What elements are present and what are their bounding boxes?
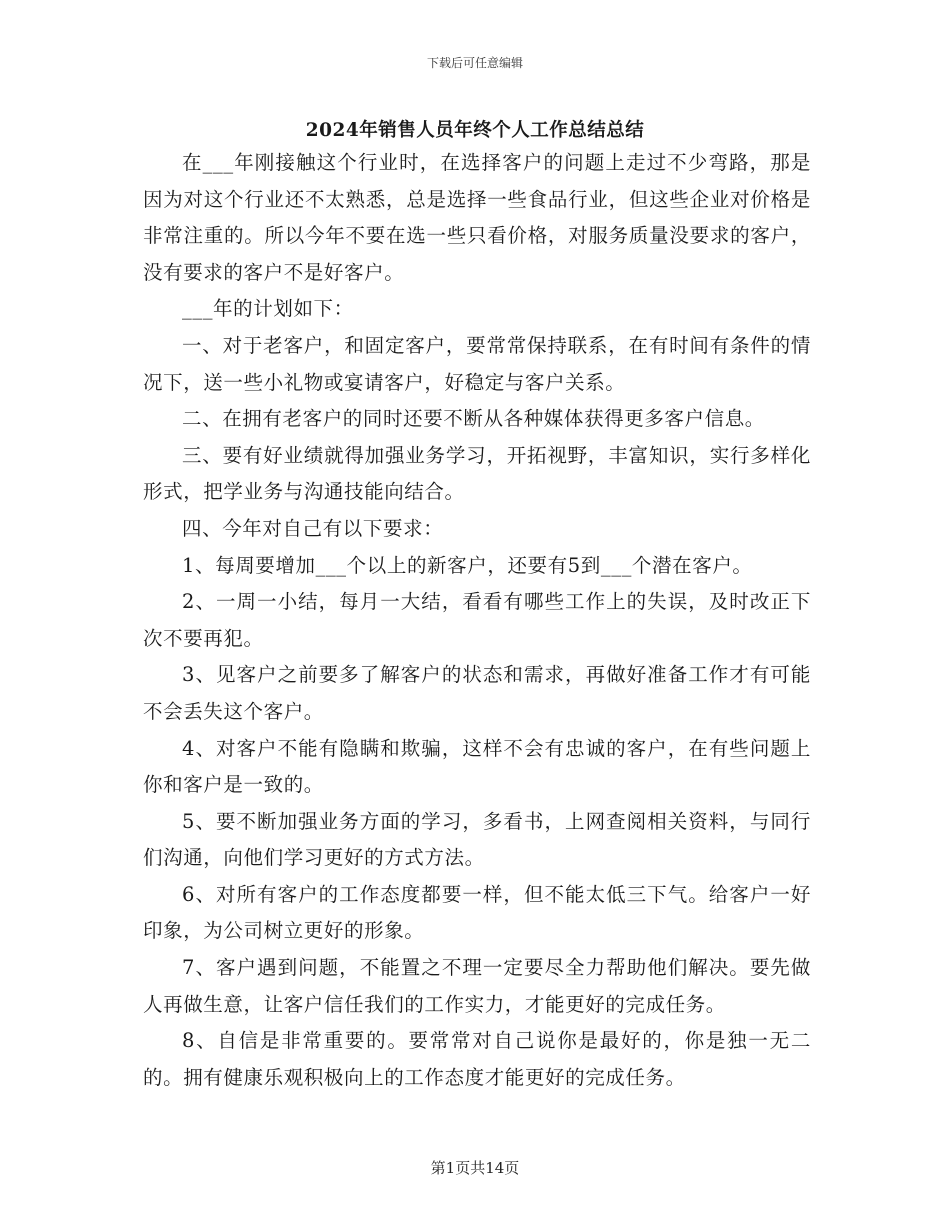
- paragraph-req-7: 7、客户遇到问题，不能置之不理一定要尽全力帮助他们解决。要先做人再做生意，让客户信任我们的工作实力，才能更好的完成任务。: [143, 956, 811, 1016]
- paragraph-req-8: 8、自信是非常重要的。要常常对自己说你是最好的，你是独一无二的。拥有健康乐观积极向上的工作态度才能更好的完成任务。: [143, 1029, 811, 1089]
- document-title: 2024年销售人员年终个人工作总结总结: [305, 120, 645, 141]
- paragraph-item-2: 二、在拥有老客户的同时还要不断从各种媒体获得更多客户信息。: [182, 407, 765, 431]
- paragraph-req-2: 2、一周一小结，每月一大结，看看有哪些工作上的失误，及时改正下次不要再犯。: [143, 590, 811, 650]
- paragraph-item-4: 四、今年对自己有以下要求：: [182, 516, 444, 540]
- paragraph-req-6: 6、对所有客户的工作态度都要一样，但不能太低三下气。给客户一好印象，为公司树立更好的形象。: [143, 882, 811, 943]
- paragraph-plan-heading: ___年的计划如下：: [182, 297, 354, 321]
- paragraph-intro: 在___年刚接触这个行业时，在选择客户的问题上走过不少弯路，那是因为对这个行业还不太熟悉，总是选择一些食品行业，但这些企业对价格是非常注重的。所以今年不要在选一些只看价格，对服务质量没要求的客户，没有要求的客户不是好客户。: [143, 151, 811, 284]
- paragraph-item-3: 三、要有好业绩就得加强业务学习，开拓视野，丰富知识，实行多样化形式，把学业务与沟通技能向结合。: [143, 443, 811, 504]
- paragraph-item-1: 一、对于老客户，和固定客户，要常常保持联系，在有时间有条件的情况下，送一些小礼物或宴请客户，好稳定与客户关系。: [143, 333, 811, 394]
- paragraph-req-5: 5、要不断加强业务方面的学习，多看书，上网查阅相关资料，与同行们沟通，向他们学习更好的方式方法。: [143, 809, 811, 870]
- document-body: [143, 145, 811, 1096]
- paragraph-req-1: 1、每周要增加___个以上的新客户，还要有5到___个潜在客户。: [182, 553, 753, 577]
- header-note: 下载后可任意编辑: [426, 56, 523, 70]
- paragraph-req-3: 3、见客户之前要多了解客户的状态和需求，再做好准备工作才有可能不会丢失这个客户。: [143, 663, 811, 723]
- paragraph-req-4: 4、对客户不能有隐瞒和欺骗，这样不会有忠诚的客户，在有些问题上你和客户是一致的。: [143, 736, 811, 797]
- page-footer: 第1页共14页: [430, 1159, 520, 1177]
